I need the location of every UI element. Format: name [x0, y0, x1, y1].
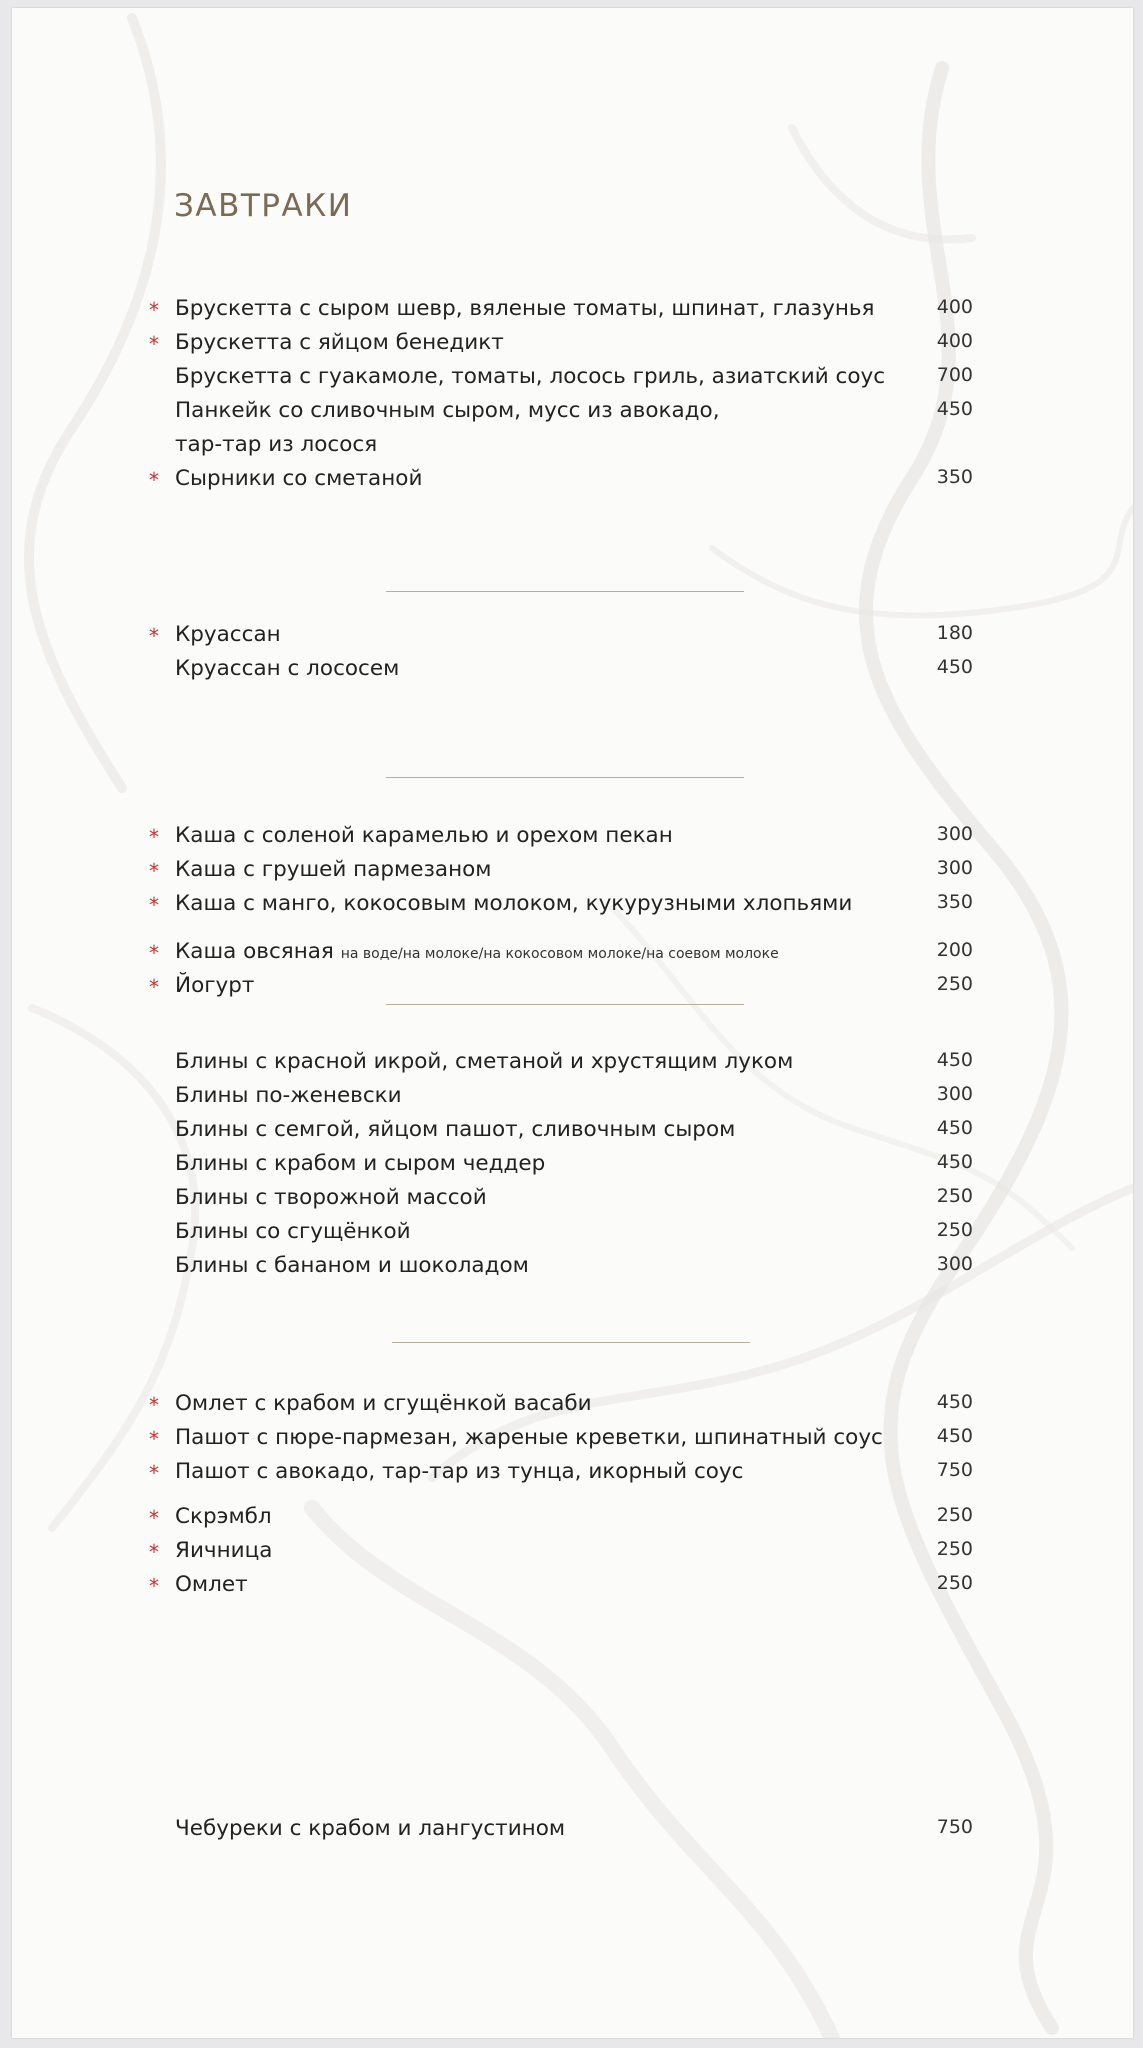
menu-item-name	[175, 857, 492, 882]
menu-item-name	[175, 1219, 411, 1244]
menu-item-name	[175, 1117, 735, 1142]
menu-item	[12, 466, 1133, 500]
menu-item-name	[175, 1083, 402, 1108]
menu-item-price: 250	[936, 973, 973, 995]
menu-item-name	[175, 823, 673, 848]
menu-item-note: на воде/на молоке/на кокосовом молоке/на соевом молоке	[340, 946, 779, 962]
menu-item-name-text: Брускетта с яйцом бенедикт	[175, 330, 504, 355]
menu-item-name-text: Брускетта с сыром шевр, вяленые томаты, шпинат, глазунья	[175, 296, 875, 321]
menu-item-price: 180	[936, 622, 973, 644]
menu-item-name	[175, 1459, 743, 1484]
menu-item	[12, 1425, 1133, 1459]
menu-item-price: 400	[936, 296, 973, 318]
menu-item-name-text: Йогурт	[175, 973, 255, 998]
menu-item-price: 450	[936, 398, 973, 420]
divider-3	[386, 1004, 744, 1005]
menu-item-name-text: Пашот с пюре-пармезан, жареные креветки, шпинатный соус	[175, 1425, 883, 1450]
menu-item-name	[175, 296, 874, 321]
menu-item-price: 750	[936, 1459, 973, 1481]
menu-item-name-text: Чебуреки с крабом и лангустином	[175, 1816, 566, 1841]
menu-item-name	[175, 1151, 545, 1176]
menu-item-price: 450	[936, 1425, 973, 1447]
menu-item-name	[175, 622, 281, 647]
menu-item-price: 250	[936, 1219, 973, 1241]
menu-item	[12, 296, 1133, 330]
menu-page	[12, 8, 1133, 2038]
menu-item-name-text: Скрэмбл	[175, 1504, 272, 1529]
menu-item-price: 200	[936, 939, 973, 961]
menu-item-name	[175, 466, 422, 491]
menu-item-name	[175, 1391, 592, 1416]
menu-item-price: 300	[936, 823, 973, 845]
menu-item-price: 450	[936, 1151, 973, 1173]
menu-item	[12, 1049, 1133, 1083]
asterisk-icon: *	[149, 624, 159, 648]
menu-item-price: 450	[936, 1391, 973, 1413]
menu-item	[12, 364, 1133, 398]
asterisk-icon: *	[149, 1540, 159, 1564]
divider-1	[386, 591, 744, 592]
menu-item	[12, 939, 1133, 973]
menu-item-name-text: Блины со сгущёнкой	[175, 1219, 411, 1244]
menu-item-name	[175, 939, 779, 964]
menu-item-name-text: Пашот с авокадо, тар-тар из тунца, икорный соус	[175, 1459, 744, 1484]
menu-item-name	[175, 973, 254, 998]
menu-item-price: 450	[936, 656, 973, 678]
menu-item-name	[175, 330, 504, 355]
divider-4	[392, 1342, 750, 1343]
menu-item-name-text: Брускетта с гуакамоле, томаты, лосось гриль, азиатский соус	[175, 364, 886, 389]
asterisk-icon: *	[149, 1506, 159, 1530]
asterisk-icon: *	[149, 975, 159, 999]
menu-item	[12, 1504, 1133, 1538]
menu-item-name-text: Блины с бананом и шоколадом	[175, 1253, 529, 1278]
menu-item-price: 400	[936, 330, 973, 352]
menu-item-name	[175, 1572, 248, 1597]
menu-item	[12, 1572, 1133, 1606]
menu-item-name-text: Блины по-женевски	[175, 1083, 402, 1108]
menu-item-price: 250	[936, 1572, 973, 1594]
asterisk-icon: *	[149, 298, 159, 322]
menu-item-name-text: Каша овсяная	[175, 939, 334, 964]
menu-item-name-text: Омлет с крабом и сгущёнкой васаби	[175, 1391, 592, 1416]
menu-item-name-text: Каша с грушей пармезаном	[175, 857, 492, 882]
menu-item-name	[175, 1253, 529, 1278]
asterisk-icon: *	[149, 1427, 159, 1451]
menu-item-price: 750	[936, 1816, 973, 1838]
menu-item-price: 250	[936, 1504, 973, 1526]
menu-item-name-text: Круассан	[175, 622, 281, 647]
menu-item	[12, 656, 1133, 690]
menu-item-name	[175, 1185, 487, 1210]
menu-item-name-text: Каша с соленой карамелью и орехом пекан	[175, 823, 673, 848]
menu-item-name-text: Круассан с лососем	[175, 656, 400, 681]
menu-item-name	[175, 891, 852, 916]
menu-item	[12, 1391, 1133, 1425]
menu-item-price: 250	[936, 1185, 973, 1207]
menu-item-name	[175, 364, 885, 389]
menu-item	[12, 1083, 1133, 1117]
menu-item-name	[175, 1538, 272, 1563]
menu-item-price: 450	[936, 1117, 973, 1139]
menu-item	[12, 432, 1133, 466]
menu-item	[12, 973, 1133, 1007]
menu-item-name	[175, 1504, 272, 1529]
menu-item-name-text: Сырники со сметаной	[175, 466, 423, 491]
menu-item	[12, 1117, 1133, 1151]
menu-item-price: 700	[936, 364, 973, 386]
menu-item	[12, 857, 1133, 891]
menu-item	[12, 1185, 1133, 1219]
menu-item	[12, 1459, 1133, 1493]
menu-item-name-text: Блины с семгой, яйцом пашот, сливочным сыром	[175, 1117, 736, 1142]
menu-item-name-text: Блины с крабом и сыром чеддер	[175, 1151, 546, 1176]
menu-item-name-text: Панкейк со сливочным сыром, мусс из авокадо,	[175, 398, 720, 423]
menu-item	[12, 891, 1133, 925]
divider-2	[386, 777, 744, 778]
menu-item-price: 250	[936, 1538, 973, 1560]
menu-item-price: 450	[936, 1049, 973, 1071]
menu-item-name	[175, 656, 399, 681]
menu-item-name	[175, 432, 377, 457]
asterisk-icon: *	[149, 1574, 159, 1598]
menu-item-price: 350	[936, 891, 973, 913]
menu-item-name	[175, 1049, 793, 1074]
menu-item	[12, 1538, 1133, 1572]
asterisk-icon: *	[149, 468, 159, 492]
menu-item-price: 300	[936, 1253, 973, 1275]
asterisk-icon: *	[149, 941, 159, 965]
menu-item	[12, 398, 1133, 432]
menu-item	[12, 622, 1133, 656]
menu-item-name	[175, 1425, 883, 1450]
asterisk-icon: *	[149, 893, 159, 917]
menu-item-name-text: Блины с творожной массой	[175, 1185, 487, 1210]
asterisk-icon: *	[149, 825, 159, 849]
asterisk-icon: *	[149, 332, 159, 356]
menu-item-name-text: тар-тар из лосося	[175, 432, 378, 457]
asterisk-icon: *	[149, 1461, 159, 1485]
asterisk-icon: *	[149, 859, 159, 883]
menu-item-name-text: Блины с красной икрой, сметаной и хрустящим луком	[175, 1049, 794, 1074]
menu-item-name-text: Яичница	[175, 1538, 273, 1563]
menu-item-name	[175, 1816, 565, 1841]
menu-item-name-text: Омлет	[175, 1572, 248, 1597]
menu-item	[12, 1816, 1133, 1850]
menu-item-name-text: Каша с манго, кокосовым молоком, кукурузными хлопьями	[175, 891, 853, 916]
menu-item	[12, 1219, 1133, 1253]
menu-item	[12, 1253, 1133, 1287]
menu-item	[12, 1151, 1133, 1185]
menu-item	[12, 823, 1133, 857]
menu-item-price: 350	[936, 466, 973, 488]
menu-item	[12, 330, 1133, 364]
menu-item-price: 300	[936, 1083, 973, 1105]
menu-item-name	[175, 398, 720, 423]
asterisk-icon: *	[149, 1393, 159, 1417]
menu-item-price: 300	[936, 857, 973, 879]
section-title: ЗАВТРАКИ	[174, 188, 353, 224]
